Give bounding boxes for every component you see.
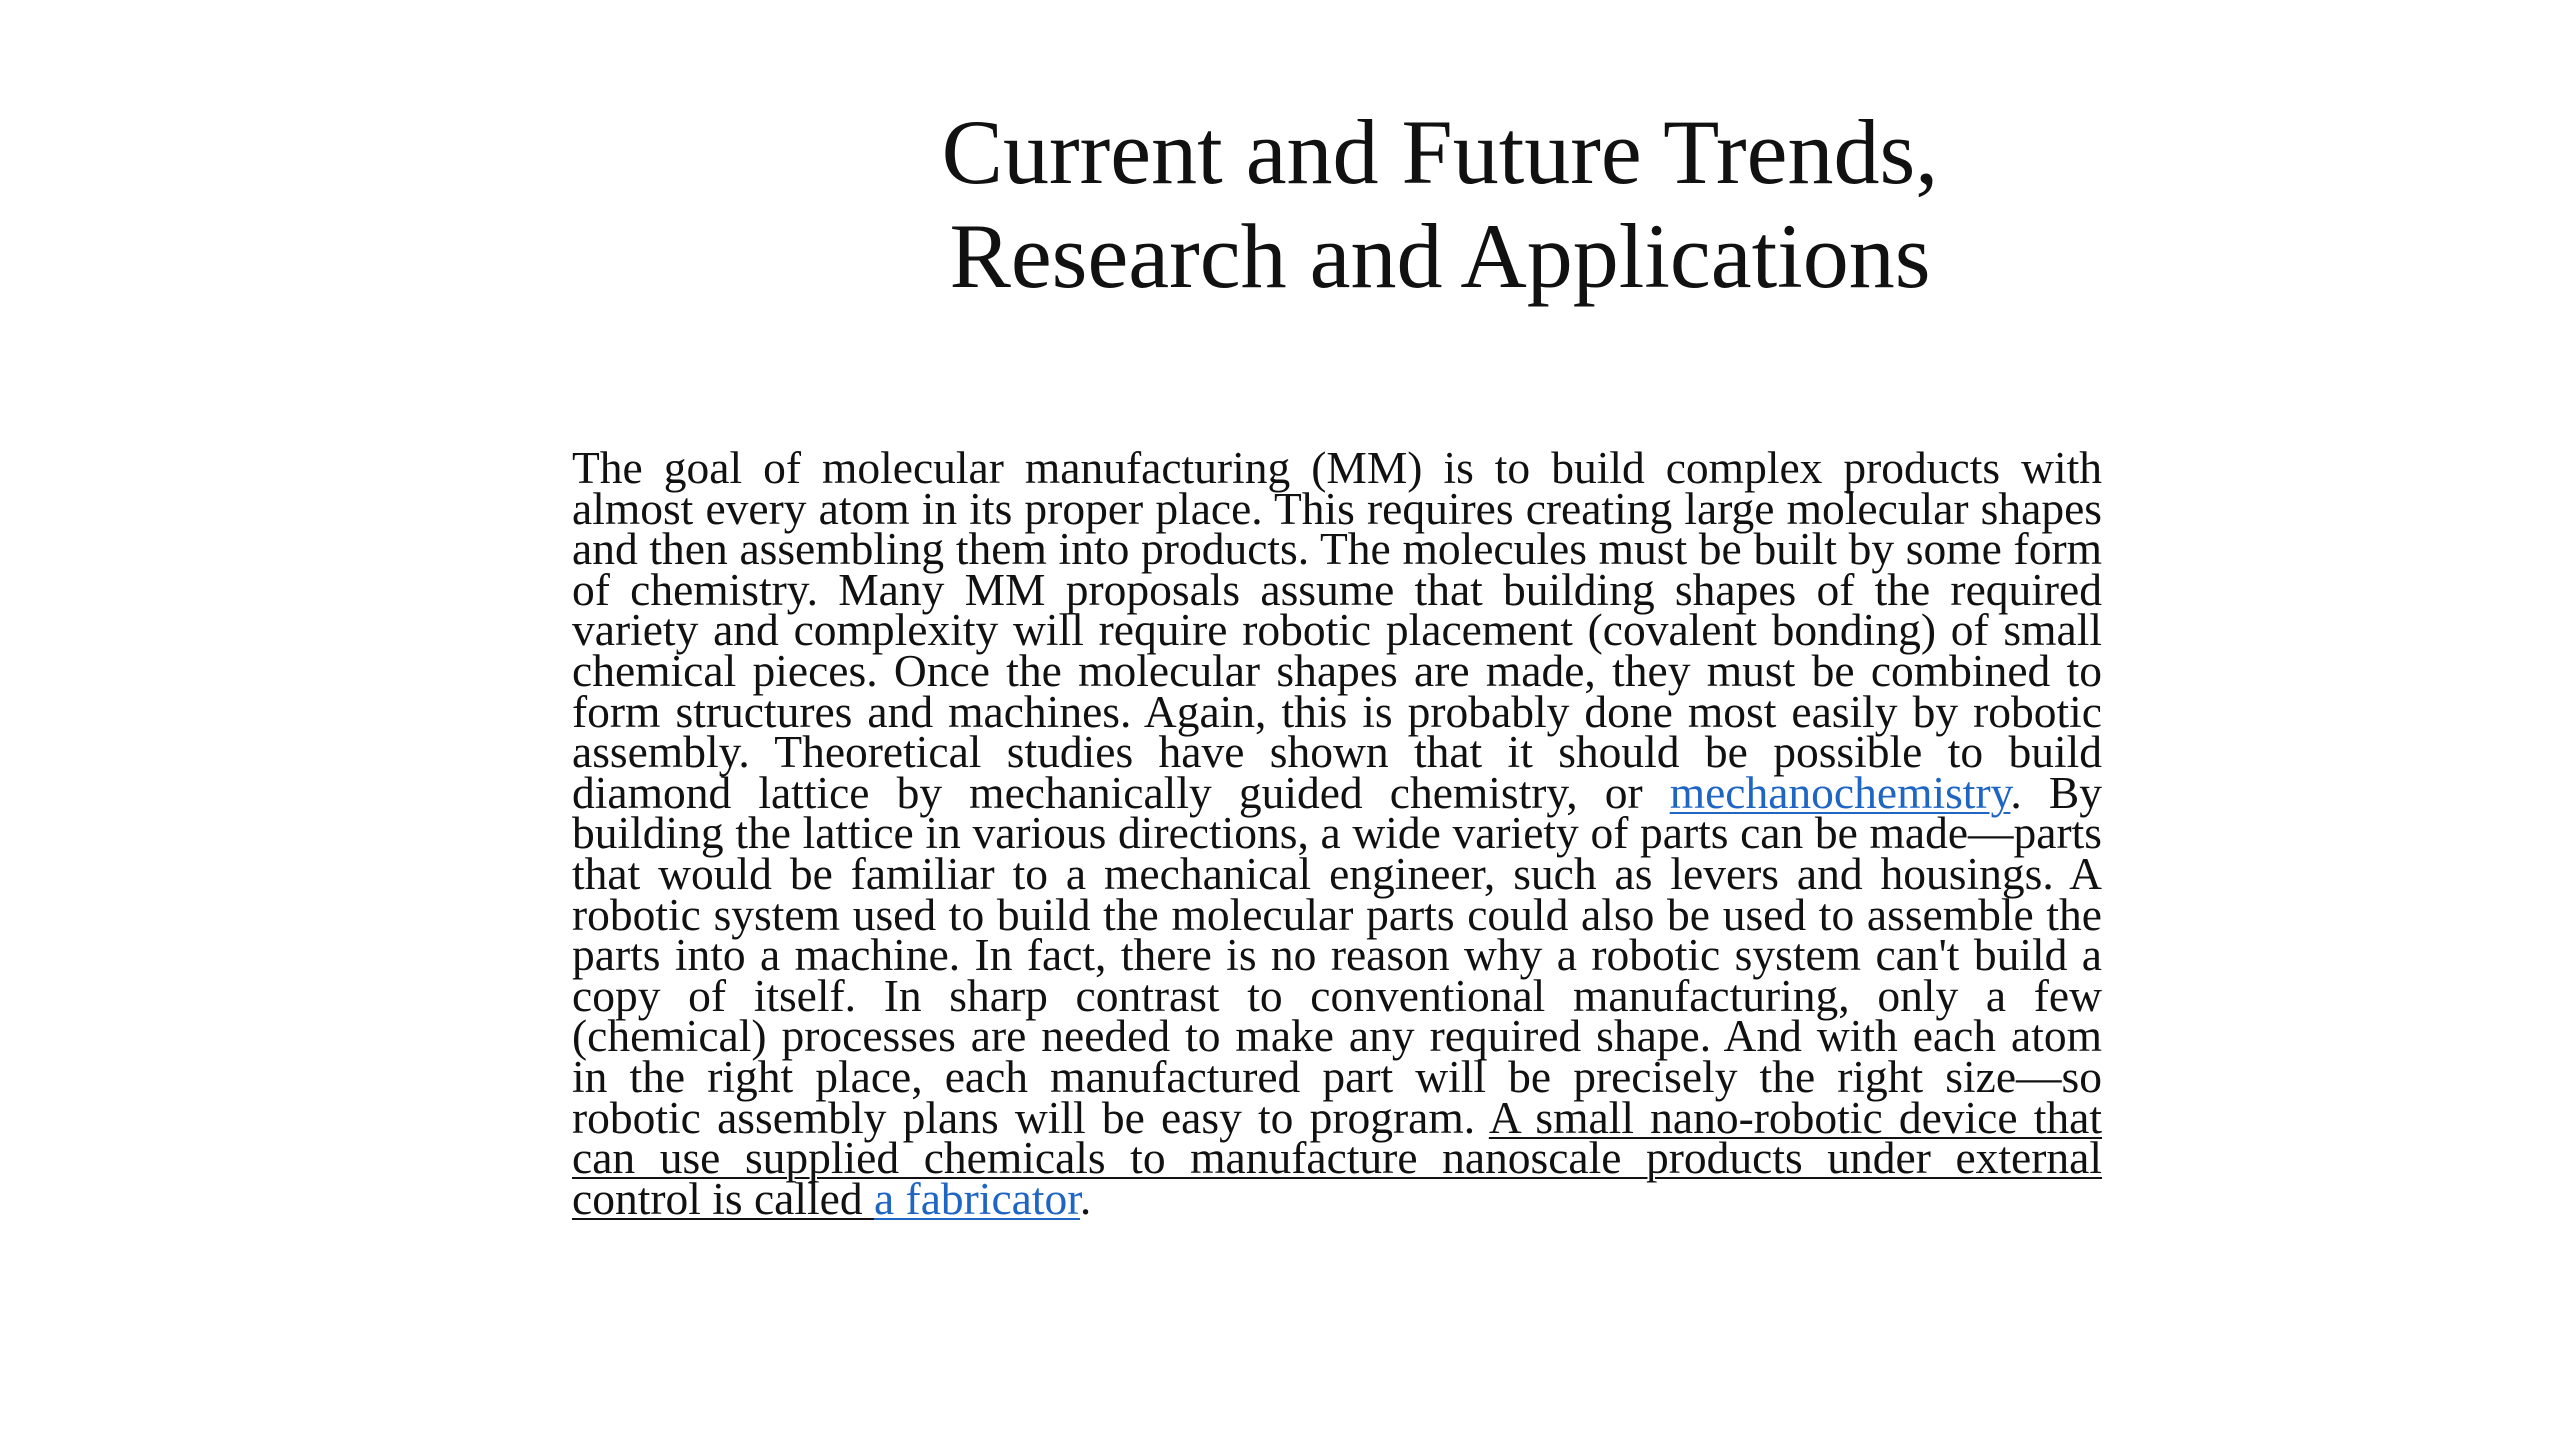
fabricator-definition-text: A small nano-robotic device that can use supplied chemicals to manufacture nanoscale products under external control is called [572, 1091, 2103, 1224]
paragraph-end-punctuation: . [1079, 1172, 1092, 1224]
mechanochemistry-link[interactable]: mechanochemistry [1669, 766, 2011, 818]
body-paragraph [572, 442, 2103, 1224]
paragraph-text-intro: The goal of molecular manufacturing (MM) is to build complex products with almost every atom in its proper place. This requires creating large molecular shapes and then assembling them into products. The molecules must be built by some form of chemistry. Many MM proposals assume that building shapes of the required variety and complexity will require robotic placement (covalent bonding) of small chemical pieces. Once the molecular shapes are made, they must be combined to form structures and machines. Again, this is probably done most easily by robotic assembly. Theoretical studies have shown that it should be possible to build diamond lattice by mechanically guided chemistry, or [572, 442, 2102, 818]
slide-title-line-1: Current and Future Trends, [941, 101, 1939, 203]
fabricator-link[interactable]: a fabricator [873, 1172, 1080, 1224]
slide-title-line-2: Research and Applications [949, 205, 1931, 307]
slide-title [700, 100, 2180, 308]
paragraph-text-body: . By building the lattice in various directions, a wide variety of parts can be made—parts that would be familiar to a mechanical engineer, such as levers and housings. A robotic system used to build the molecular parts could also be used to assemble the parts into a machine. In fact, there is no reason why a robotic system can't build a copy of itself. In sharp contrast to conventional manufacturing, only a few (chemical) processes are needed to make any required shape. And with each atom in the right place, each manufactured part will be precisely the right size—so robotic assembly plans will be easy to program. [572, 766, 2102, 1143]
